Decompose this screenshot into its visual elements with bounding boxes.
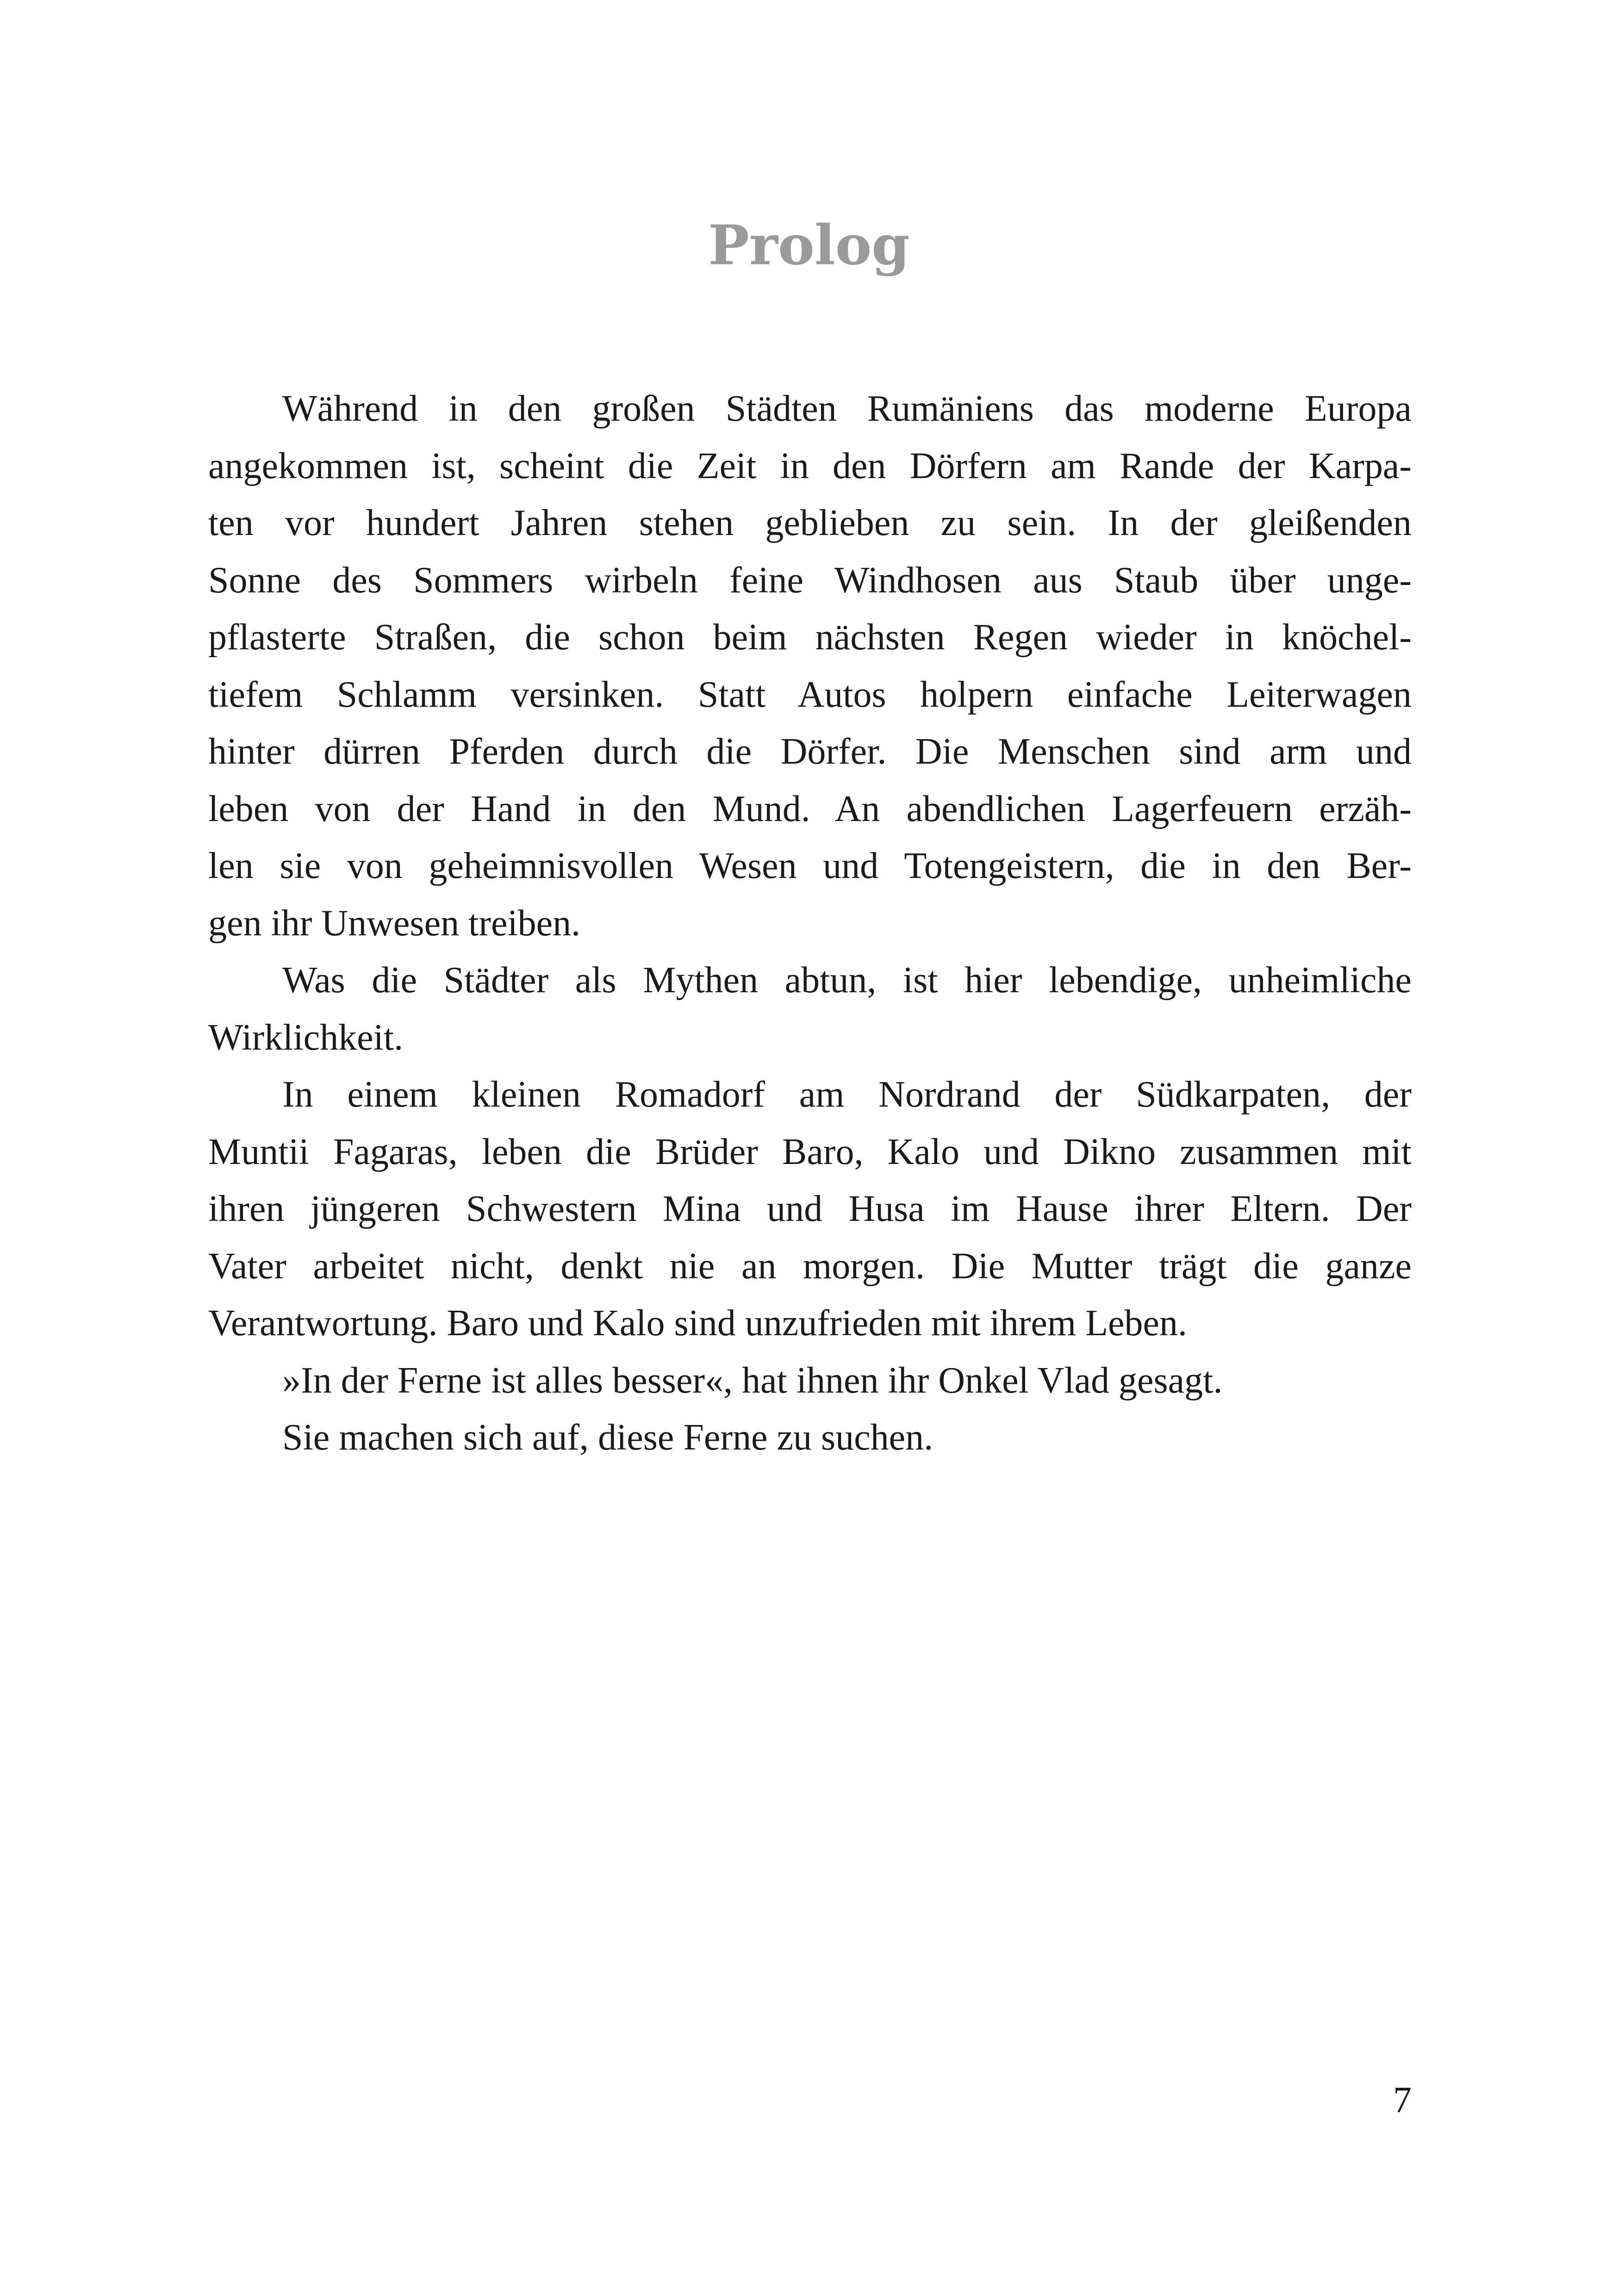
text-line: len sie von geheimnisvollen Wesen und Totengeistern, die in den Ber- xyxy=(208,846,1412,886)
text-line: Während in den großen Städten Rumäniens das moderne Europa xyxy=(282,388,1412,429)
page-number: 7 xyxy=(1393,2080,1412,2121)
text-line: »In der Ferne ist alles besser«, hat ihnen ihr Onkel Vlad gesagt. xyxy=(282,1360,1223,1401)
text-line: In einem kleinen Romadorf am Nordrand der Südkarpaten, der xyxy=(282,1074,1412,1115)
text-line: Sie machen sich auf, diese Ferne zu suchen. xyxy=(282,1417,933,1458)
text-line: hinter dürren Pferden durch die Dörfer. Die Menschen sind arm und xyxy=(208,731,1412,772)
text-line: Vater arbeitet nicht, denkt nie an morgen. Die Mutter trägt die ganze xyxy=(208,1245,1412,1287)
text-line: ihren jüngeren Schwestern Mina und Husa im Hause ihrer Eltern. Der xyxy=(208,1188,1412,1229)
text-line: ten vor hundert Jahren stehen geblieben zu sein. In der gleißenden xyxy=(208,503,1412,543)
text-line: tiefem Schlamm versinken. Statt Autos holpern einfache Leiterwagen xyxy=(208,674,1412,715)
chapter-title: Prolog xyxy=(708,213,910,277)
chapter-body xyxy=(208,380,1412,1467)
text-line: Muntii Fagaras, leben die Brüder Baro, Kalo und Dikno zusammen mit xyxy=(208,1131,1412,1172)
text-line: Wirklichkeit. xyxy=(208,1017,404,1058)
text-line: leben von der Hand in den Mund. An abendlichen Lagerfeuern erzäh- xyxy=(208,788,1412,829)
text-line: Was die Städter als Mythen abtun, ist hier lebendige, unheimliche xyxy=(282,960,1412,1001)
text-line: Verantwortung. Baro und Kalo sind unzufrieden mit ihrem Leben. xyxy=(208,1303,1187,1344)
text-line: pflasterte Straßen, die schon beim nächsten Regen wieder in knöchel- xyxy=(208,617,1412,658)
text-line: angekommen ist, scheint die Zeit in den Dörfern am Rande der Karpa- xyxy=(208,445,1412,486)
text-line: gen ihr Unwesen treiben. xyxy=(208,902,581,944)
text-line: Sonne des Sommers wirbeln feine Windhosen aus Staub über unge- xyxy=(208,560,1412,601)
